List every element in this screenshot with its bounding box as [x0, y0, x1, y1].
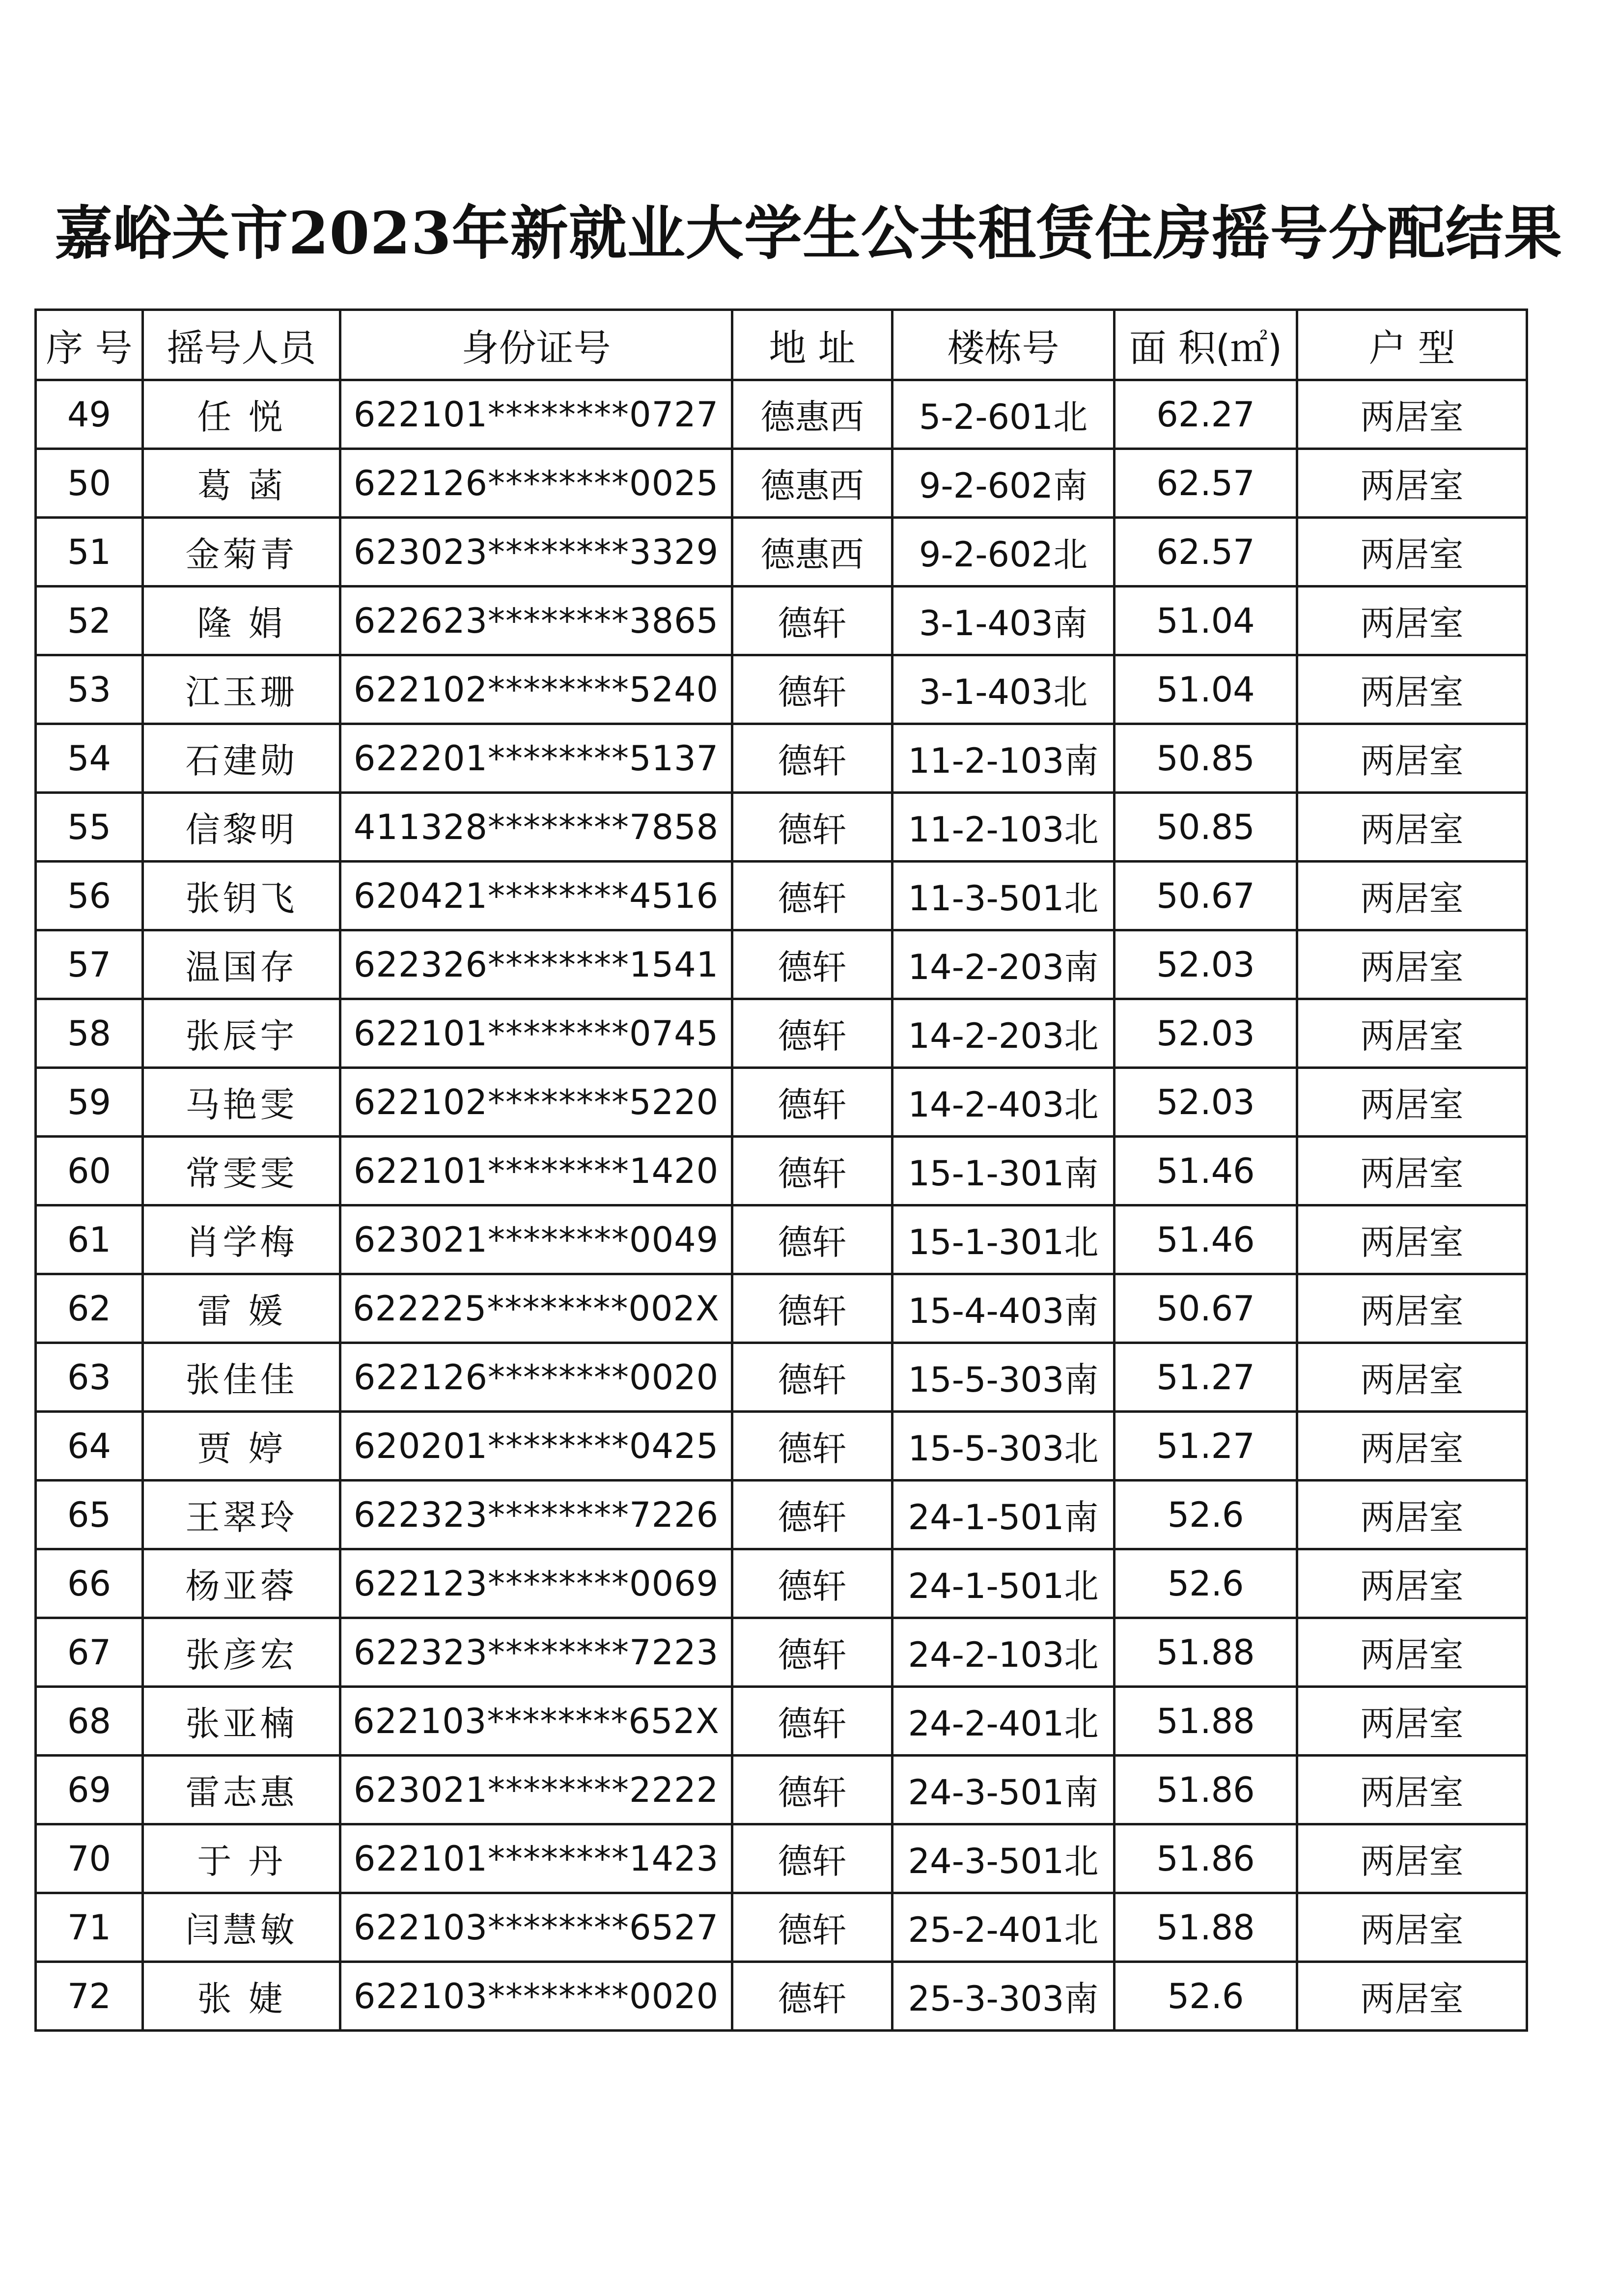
- cell-id: 622101********0727: [340, 380, 732, 449]
- cell-unit: 25-2-401北: [892, 1893, 1115, 1962]
- table-row: [36, 793, 1527, 862]
- cell-area: 50.85: [1115, 793, 1297, 862]
- table-body: [36, 380, 1527, 2031]
- document-title: 嘉峪关市2023年新就业大学生公共租赁住房摇号分配结果: [55, 199, 1562, 267]
- cell-address: 德轩: [732, 655, 892, 724]
- cell-seq: 72: [36, 1962, 143, 2031]
- cell-seq: 60: [36, 1137, 143, 1205]
- cell-address: 德轩: [732, 1893, 892, 1962]
- cell-area: 52.6: [1115, 1962, 1297, 2031]
- cell-address: 德轩: [732, 862, 892, 930]
- cell-seq: 65: [36, 1481, 143, 1549]
- cell-unit: 14-2-203南: [892, 930, 1115, 999]
- cell-seq: 52: [36, 587, 143, 655]
- cell-id: 622225********002X: [340, 1274, 732, 1343]
- cell-area: 52.6: [1115, 1481, 1297, 1549]
- cell-seq: 64: [36, 1412, 143, 1481]
- cell-unit: 15-5-303南: [892, 1343, 1115, 1412]
- cell-type: 两居室: [1297, 1068, 1527, 1137]
- cell-unit: 11-3-501北: [892, 862, 1115, 930]
- cell-name: 雷志惠: [143, 1756, 340, 1824]
- cell-name: 肖学梅: [143, 1205, 340, 1274]
- cell-area: 50.67: [1115, 1274, 1297, 1343]
- cell-unit: 15-4-403南: [892, 1274, 1115, 1343]
- cell-address: 德轩: [732, 1274, 892, 1343]
- table-row: [36, 1549, 1527, 1618]
- cell-type: 两居室: [1297, 930, 1527, 999]
- cell-type: 两居室: [1297, 1687, 1527, 1756]
- column-header-address: 地 址: [732, 310, 892, 380]
- cell-seq: 57: [36, 930, 143, 999]
- cell-unit: 24-1-501北: [892, 1549, 1115, 1618]
- cell-address: 德轩: [732, 1618, 892, 1687]
- allocation-result-table: [34, 308, 1528, 2032]
- cell-id: 622126********0025: [340, 449, 732, 518]
- table-row: [36, 449, 1527, 518]
- cell-id: 622126********0020: [340, 1343, 732, 1412]
- cell-unit: 24-2-401北: [892, 1687, 1115, 1756]
- cell-unit: 14-2-203北: [892, 999, 1115, 1068]
- cell-area: 51.27: [1115, 1412, 1297, 1481]
- cell-seq: 69: [36, 1756, 143, 1824]
- cell-address: 德轩: [732, 1137, 892, 1205]
- cell-seq: 54: [36, 724, 143, 793]
- cell-area: 51.88: [1115, 1893, 1297, 1962]
- column-header-area: 面 积(㎡): [1115, 310, 1297, 380]
- cell-area: 52.6: [1115, 1549, 1297, 1618]
- table-row: [36, 1274, 1527, 1343]
- cell-seq: 67: [36, 1618, 143, 1687]
- cell-seq: 51: [36, 518, 143, 587]
- column-header-seq: 序 号: [36, 310, 143, 380]
- cell-area: 62.57: [1115, 518, 1297, 587]
- cell-type: 两居室: [1297, 449, 1527, 518]
- cell-area: 51.46: [1115, 1137, 1297, 1205]
- cell-seq: 55: [36, 793, 143, 862]
- cell-name: 于 丹: [143, 1824, 340, 1893]
- table-header-row: [36, 310, 1527, 380]
- cell-id: 622102********5240: [340, 655, 732, 724]
- cell-unit: 25-3-303南: [892, 1962, 1115, 2031]
- cell-unit: 5-2-601北: [892, 380, 1115, 449]
- table-row: [36, 1687, 1527, 1756]
- cell-id: 622103********652X: [340, 1687, 732, 1756]
- cell-unit: 11-2-103南: [892, 724, 1115, 793]
- cell-unit: 3-1-403南: [892, 587, 1115, 655]
- cell-area: 51.46: [1115, 1205, 1297, 1274]
- cell-address: 德轩: [732, 999, 892, 1068]
- cell-address: 德惠西: [732, 518, 892, 587]
- cell-area: 62.27: [1115, 380, 1297, 449]
- cell-unit: 15-1-301南: [892, 1137, 1115, 1205]
- cell-name: 温国存: [143, 930, 340, 999]
- cell-type: 两居室: [1297, 587, 1527, 655]
- cell-id: 622623********3865: [340, 587, 732, 655]
- cell-address: 德轩: [732, 1412, 892, 1481]
- cell-address: 德惠西: [732, 380, 892, 449]
- cell-unit: 9-2-602北: [892, 518, 1115, 587]
- table-row: [36, 1618, 1527, 1687]
- table-row: [36, 1343, 1527, 1412]
- cell-type: 两居室: [1297, 1549, 1527, 1618]
- cell-seq: 56: [36, 862, 143, 930]
- cell-seq: 63: [36, 1343, 143, 1412]
- cell-seq: 66: [36, 1549, 143, 1618]
- cell-name: 葛 菡: [143, 449, 340, 518]
- cell-area: 51.86: [1115, 1824, 1297, 1893]
- cell-id: 623021********2222: [340, 1756, 732, 1824]
- cell-type: 两居室: [1297, 1756, 1527, 1824]
- cell-seq: 61: [36, 1205, 143, 1274]
- table-row: [36, 518, 1527, 587]
- cell-type: 两居室: [1297, 1205, 1527, 1274]
- cell-name: 张辰宇: [143, 999, 340, 1068]
- cell-address: 德惠西: [732, 449, 892, 518]
- cell-name: 张 婕: [143, 1962, 340, 2031]
- cell-area: 50.85: [1115, 724, 1297, 793]
- cell-name: 张彦宏: [143, 1618, 340, 1687]
- table-row: [36, 587, 1527, 655]
- cell-name: 隆 娟: [143, 587, 340, 655]
- cell-name: 马艳雯: [143, 1068, 340, 1137]
- cell-address: 德轩: [732, 1343, 892, 1412]
- table-row: [36, 380, 1527, 449]
- cell-type: 两居室: [1297, 1343, 1527, 1412]
- cell-id: 411328********7858: [340, 793, 732, 862]
- cell-type: 两居室: [1297, 1893, 1527, 1962]
- table-row: [36, 1756, 1527, 1824]
- table-row: [36, 655, 1527, 724]
- column-header-type: 户 型: [1297, 310, 1527, 380]
- cell-id: 622323********7226: [340, 1481, 732, 1549]
- cell-address: 德轩: [732, 1756, 892, 1824]
- cell-unit: 14-2-403北: [892, 1068, 1115, 1137]
- cell-area: 52.03: [1115, 930, 1297, 999]
- cell-address: 德轩: [732, 1962, 892, 2031]
- table-row: [36, 1481, 1527, 1549]
- column-header-unit: 楼栋号: [892, 310, 1115, 380]
- cell-id: 622326********1541: [340, 930, 732, 999]
- table-row: [36, 1068, 1527, 1137]
- cell-id: 622103********0020: [340, 1962, 732, 2031]
- cell-type: 两居室: [1297, 1962, 1527, 2031]
- table-row: [36, 724, 1527, 793]
- cell-unit: 24-3-501南: [892, 1756, 1115, 1824]
- cell-name: 贾 婷: [143, 1412, 340, 1481]
- cell-type: 两居室: [1297, 380, 1527, 449]
- table-row: [36, 1824, 1527, 1893]
- cell-seq: 70: [36, 1824, 143, 1893]
- cell-name: 张佳佳: [143, 1343, 340, 1412]
- cell-area: 50.67: [1115, 862, 1297, 930]
- cell-name: 常雯雯: [143, 1137, 340, 1205]
- table-row: [36, 1962, 1527, 2031]
- cell-area: 52.03: [1115, 1068, 1297, 1137]
- cell-unit: 11-2-103北: [892, 793, 1115, 862]
- cell-name: 雷 媛: [143, 1274, 340, 1343]
- cell-seq: 53: [36, 655, 143, 724]
- cell-address: 德轩: [732, 1481, 892, 1549]
- cell-type: 两居室: [1297, 1824, 1527, 1893]
- cell-address: 德轩: [732, 724, 892, 793]
- cell-type: 两居室: [1297, 1481, 1527, 1549]
- cell-address: 德轩: [732, 793, 892, 862]
- cell-seq: 62: [36, 1274, 143, 1343]
- cell-unit: 15-1-301北: [892, 1205, 1115, 1274]
- cell-type: 两居室: [1297, 1412, 1527, 1481]
- cell-seq: 49: [36, 380, 143, 449]
- cell-name: 石建勋: [143, 724, 340, 793]
- table-row: [36, 1205, 1527, 1274]
- cell-unit: 15-5-303北: [892, 1412, 1115, 1481]
- cell-id: 622123********0069: [340, 1549, 732, 1618]
- cell-type: 两居室: [1297, 1137, 1527, 1205]
- cell-name: 张亚楠: [143, 1687, 340, 1756]
- cell-id: 622101********1420: [340, 1137, 732, 1205]
- cell-id: 622201********5137: [340, 724, 732, 793]
- cell-id: 622103********6527: [340, 1893, 732, 1962]
- column-header-id: 身份证号: [340, 310, 732, 380]
- table-row: [36, 1412, 1527, 1481]
- cell-area: 51.04: [1115, 655, 1297, 724]
- cell-address: 德轩: [732, 1205, 892, 1274]
- cell-id: 620421********4516: [340, 862, 732, 930]
- cell-address: 德轩: [732, 1824, 892, 1893]
- cell-type: 两居室: [1297, 518, 1527, 587]
- cell-unit: 3-1-403北: [892, 655, 1115, 724]
- cell-name: 信黎明: [143, 793, 340, 862]
- cell-id: 622101********1423: [340, 1824, 732, 1893]
- table-row: [36, 1137, 1527, 1205]
- cell-address: 德轩: [732, 587, 892, 655]
- cell-id: 620201********0425: [340, 1412, 732, 1481]
- cell-name: 杨亚蓉: [143, 1549, 340, 1618]
- cell-name: 王翠玲: [143, 1481, 340, 1549]
- cell-unit: 9-2-602南: [892, 449, 1115, 518]
- cell-address: 德轩: [732, 930, 892, 999]
- cell-seq: 71: [36, 1893, 143, 1962]
- table-row: [36, 1893, 1527, 1962]
- cell-type: 两居室: [1297, 862, 1527, 930]
- cell-id: 622102********5220: [340, 1068, 732, 1137]
- cell-type: 两居室: [1297, 999, 1527, 1068]
- cell-address: 德轩: [732, 1068, 892, 1137]
- cell-seq: 58: [36, 999, 143, 1068]
- cell-unit: 24-3-501北: [892, 1824, 1115, 1893]
- cell-address: 德轩: [732, 1549, 892, 1618]
- cell-name: 任 悦: [143, 380, 340, 449]
- cell-area: 62.57: [1115, 449, 1297, 518]
- cell-type: 两居室: [1297, 1274, 1527, 1343]
- cell-seq: 59: [36, 1068, 143, 1137]
- column-header-name: 摇号人员: [143, 310, 340, 380]
- cell-area: 51.88: [1115, 1618, 1297, 1687]
- cell-id: 622323********7223: [340, 1618, 732, 1687]
- cell-name: 金菊青: [143, 518, 340, 587]
- cell-id: 623021********0049: [340, 1205, 732, 1274]
- cell-area: 51.88: [1115, 1687, 1297, 1756]
- cell-seq: 50: [36, 449, 143, 518]
- cell-seq: 68: [36, 1687, 143, 1756]
- cell-unit: 24-2-103北: [892, 1618, 1115, 1687]
- cell-type: 两居室: [1297, 1618, 1527, 1687]
- cell-area: 51.27: [1115, 1343, 1297, 1412]
- cell-name: 张钥飞: [143, 862, 340, 930]
- cell-type: 两居室: [1297, 793, 1527, 862]
- table-row: [36, 999, 1527, 1068]
- cell-address: 德轩: [732, 1687, 892, 1756]
- table-row: [36, 930, 1527, 999]
- cell-id: 623023********3329: [340, 518, 732, 587]
- cell-name: 江玉珊: [143, 655, 340, 724]
- cell-area: 51.04: [1115, 587, 1297, 655]
- cell-unit: 24-1-501南: [892, 1481, 1115, 1549]
- cell-type: 两居室: [1297, 655, 1527, 724]
- cell-id: 622101********0745: [340, 999, 732, 1068]
- cell-area: 52.03: [1115, 999, 1297, 1068]
- table-row: [36, 862, 1527, 930]
- cell-name: 闫慧敏: [143, 1893, 340, 1962]
- cell-type: 两居室: [1297, 724, 1527, 793]
- cell-area: 51.86: [1115, 1756, 1297, 1824]
